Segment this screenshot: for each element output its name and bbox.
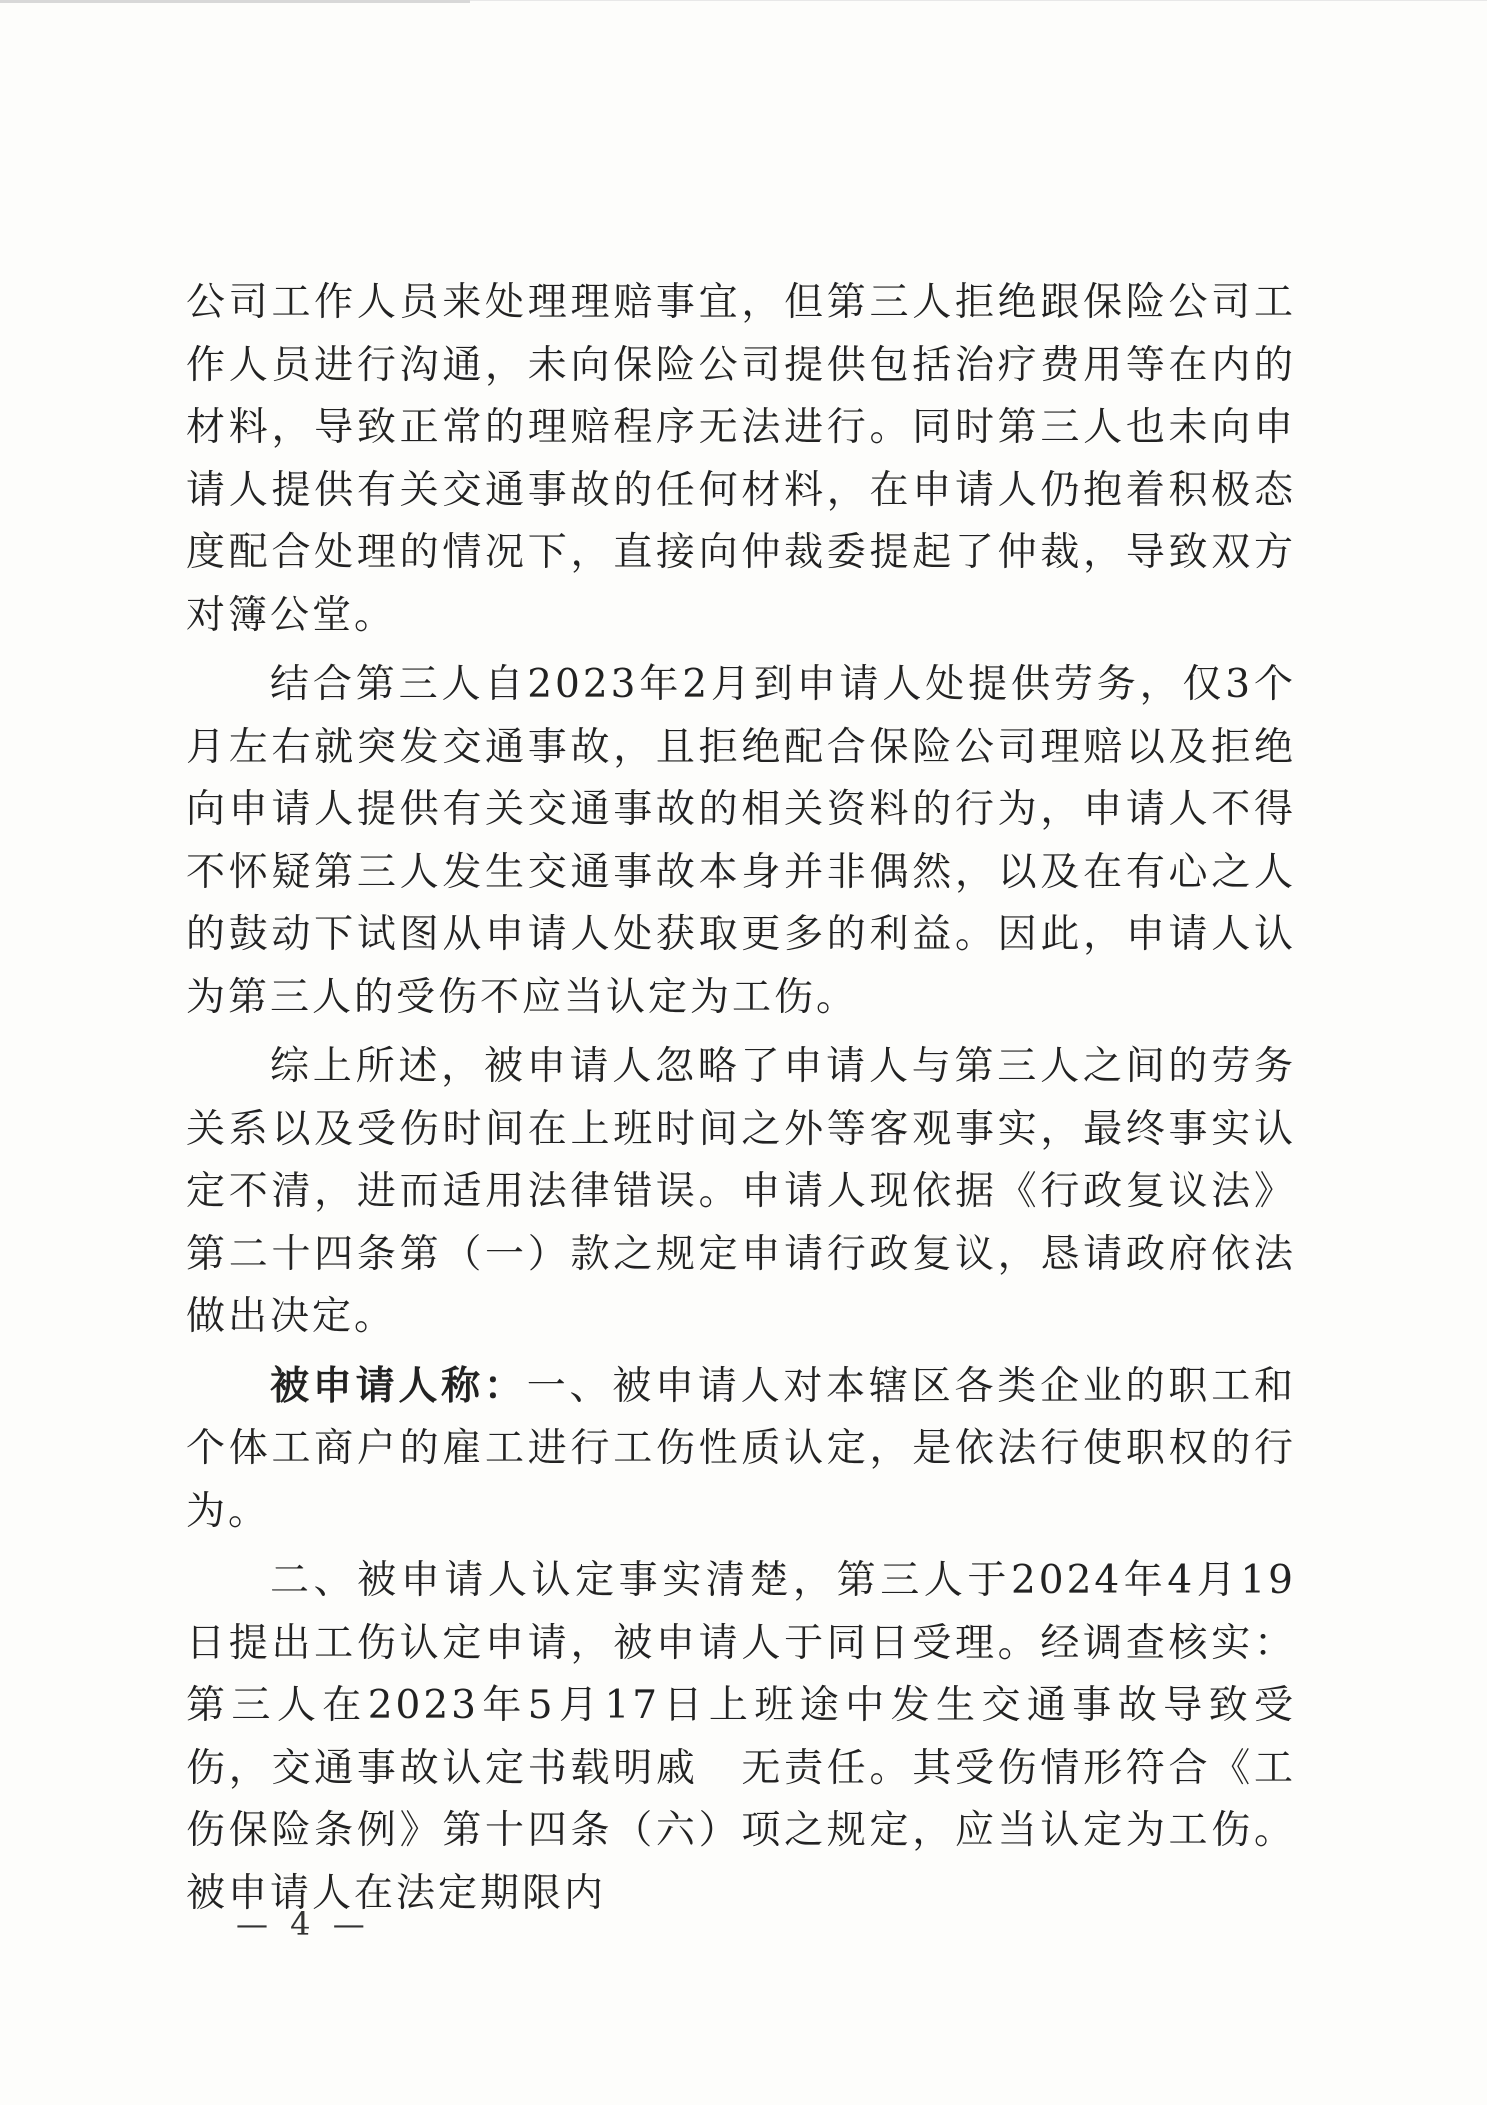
document-body xyxy=(186,272,1296,1932)
page-number: — 4 — xyxy=(236,1905,371,1943)
paragraph-4 xyxy=(186,1356,1296,1544)
paragraph-3: 综上所述，被申请人忽略了申请人与第三人之间的劳务关系以及受伤时间在上班时间之外等客观事实，最终事实认定不清，进而适用法律错误。申请人现依据《行政复议法》第二十四条第（一）款之规定申请行政复议，恳请政府依法做出决定。 xyxy=(186,1044,1296,1339)
scan-edge-line-faint xyxy=(470,0,1487,1)
paragraph-1: 公司工作人员来处理理赔事宜，但第三人拒绝跟保险公司工作人员进行沟通，未向保险公司提供包括治疗费用等在内的材料，导致正常的理赔程序无法进行。同时第三人也未向申请人提供有关交通事故的任何材料，在申请人仍抱着积极态度配合处理的情况下，直接向仲裁委提起了仲裁，导致双方对簿公堂。 xyxy=(186,280,1296,638)
respondent-statement-lead: 被申请人称： xyxy=(270,1363,527,1409)
paragraph-4-text: 一、被申请人对本辖区各类企业的职工和个体工商户的雇工进行工伤性质认定，是依法行使职权的行为。 xyxy=(186,1363,1296,1534)
scan-edge-line xyxy=(0,0,470,3)
paragraph-2: 结合第三人自2023年2月到申请人处提供劳务，仅3个月左右就突发交通事故，且拒绝配合保险公司理赔以及拒绝向申请人提供有关交通事故的相关资料的行为，申请人不得不怀疑第三人发生交通事故本身并非偶然，以及在有心之人的鼓动下试图从申请人处获取更多的利益。因此，申请人认为第三人的受伤不应当认定为工伤。 xyxy=(186,662,1296,1020)
paragraph-5: 二、被申请人认定事实清楚，第三人于2024年4月19日提出工伤认定申请，被申请人于同日受理。经调查核实：第三人在2023年5月17日上班途中发生交通事故导致受伤，交通事故认定书载明戚 无责任。其受伤情形符合《工伤保险条例》第十四条（六）项之规定，应当认定为工伤。被申请人在法定期限内 xyxy=(186,1558,1296,1916)
